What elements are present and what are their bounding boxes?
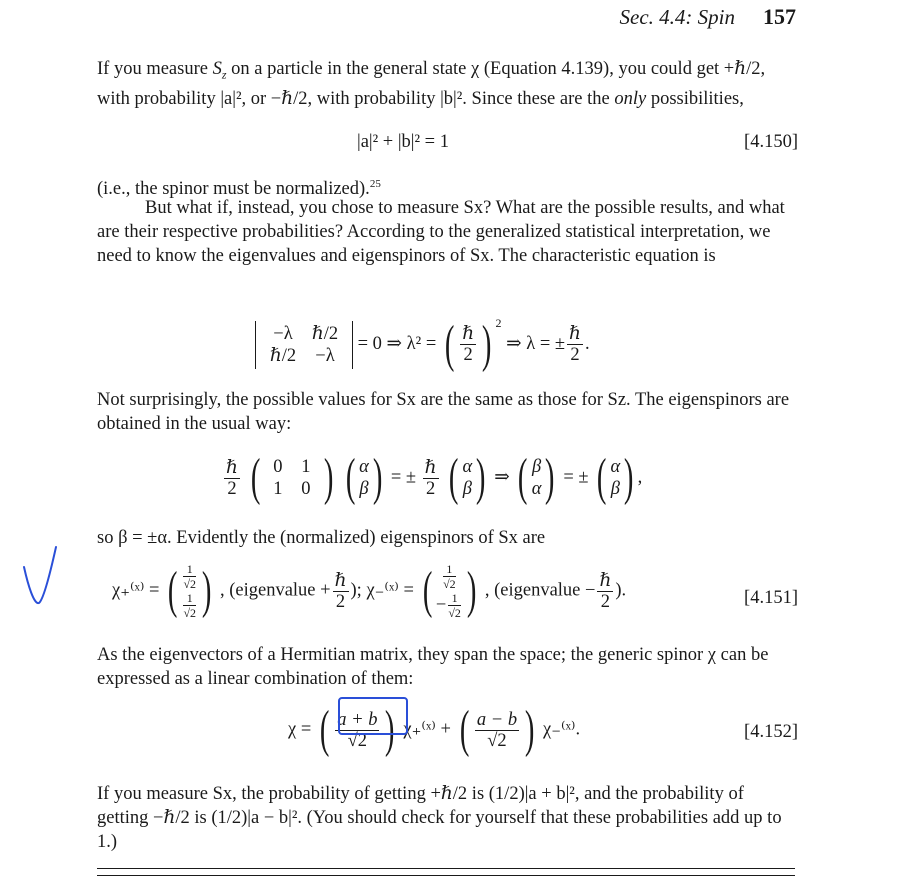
handwritten-check-icon (18, 545, 68, 615)
equation-4-152: χ = ( $\frac{a + b}{√2}$ ) χ₊⁽ˣ⁾ + ( $\frac{a - b}{√2}$ ) χ₋⁽ˣ⁾. (288, 701, 581, 758)
footnote-rule-secondary (97, 875, 795, 876)
eigenvalue-equation: $\frac{\text{ℏ}}{2}$ ( 0 1 1 0 ) ( α β ) = ± $\frac{\text{ℏ}}{2}$ ( α β ) ⇒ ( β α ) = ± ( α β ) , (226, 449, 643, 506)
equation-4-151: χ₊⁽ˣ⁾ = ( $\frac{1}{√2}$ $\frac{1}{√2}$ ) , (eigenvalue + $\frac{\text{ℏ}}{2}$ ); χ₋⁽ˣ⁾ = ( $\frac{1}{√2}$ − $\frac{1}{√2}$ ) , (eigenvalue − $\frac{\text{ℏ}}{2}$ ). (112, 562, 627, 620)
footnote-rule (97, 868, 795, 869)
running-header (620, 4, 796, 30)
equation-number-4-152: [4.152] (744, 722, 798, 742)
characteristic-equation: −λ ℏ/2 ℏ/2 −λ = 0 ⇒ λ² = ( $\frac{\text{ℏ}}{2}$ ) $^2$ ⇒ λ = ± $\frac{\text{ℏ}}{2}$ . (255, 316, 590, 371)
paragraph-2: (i.e., the spinor must be normalized).$^{25}$ (97, 178, 381, 200)
paragraph-6: As the eigenvectors of a Hermitian matrix, they span the space; the generic spinor χ can be expressed as a linear combination of them: (97, 645, 769, 689)
equation-4-150: |a|² + |b|² = 1 (357, 132, 449, 152)
page-number: 157 (763, 4, 796, 29)
paragraph-4: Not surprisingly, the possible values for Sx are the same as those for Sz. The eigenspinors are obtained in the usual way: (97, 390, 790, 434)
paragraph-5: so β = ±α. Evidently the (normalized) eigenspinors of Sx are (97, 528, 546, 548)
handwritten-box-annotation (338, 697, 408, 735)
paragraph-3: But what if, instead, you chose to measure Sx? What are the possible results, and what are their respective probabilities? According to the generalized statistical interpretation, we need to know the eigenvalues and eigenspinors of Sx. The characteristic equation is (97, 198, 785, 266)
equation-number-4-151: [4.151] (744, 588, 798, 608)
equation-number-4-150: [4.150] (744, 132, 798, 152)
footnote-marker: 25 (369, 178, 381, 190)
section-title: Sec. 4.4: Spin (619, 5, 735, 29)
paragraph-1: If you measure $S_z$ on a particle in the general state χ (Equation 4.139), you could get +ℏ/2, with probability |a|², or −ℏ/2, with probability |b|². Since these are the only possibilities, (97, 59, 766, 109)
paragraph-7: If you measure Sx, the probability of getting +ℏ/2 is (1/2)|a + b|², and the probability of getting −ℏ/2 is (1/2)|a − b|². (You should check for yourself that these probabilities add up to 1.) (97, 784, 782, 852)
determinant: −λ ℏ/2 ℏ/2 −λ (255, 321, 353, 369)
